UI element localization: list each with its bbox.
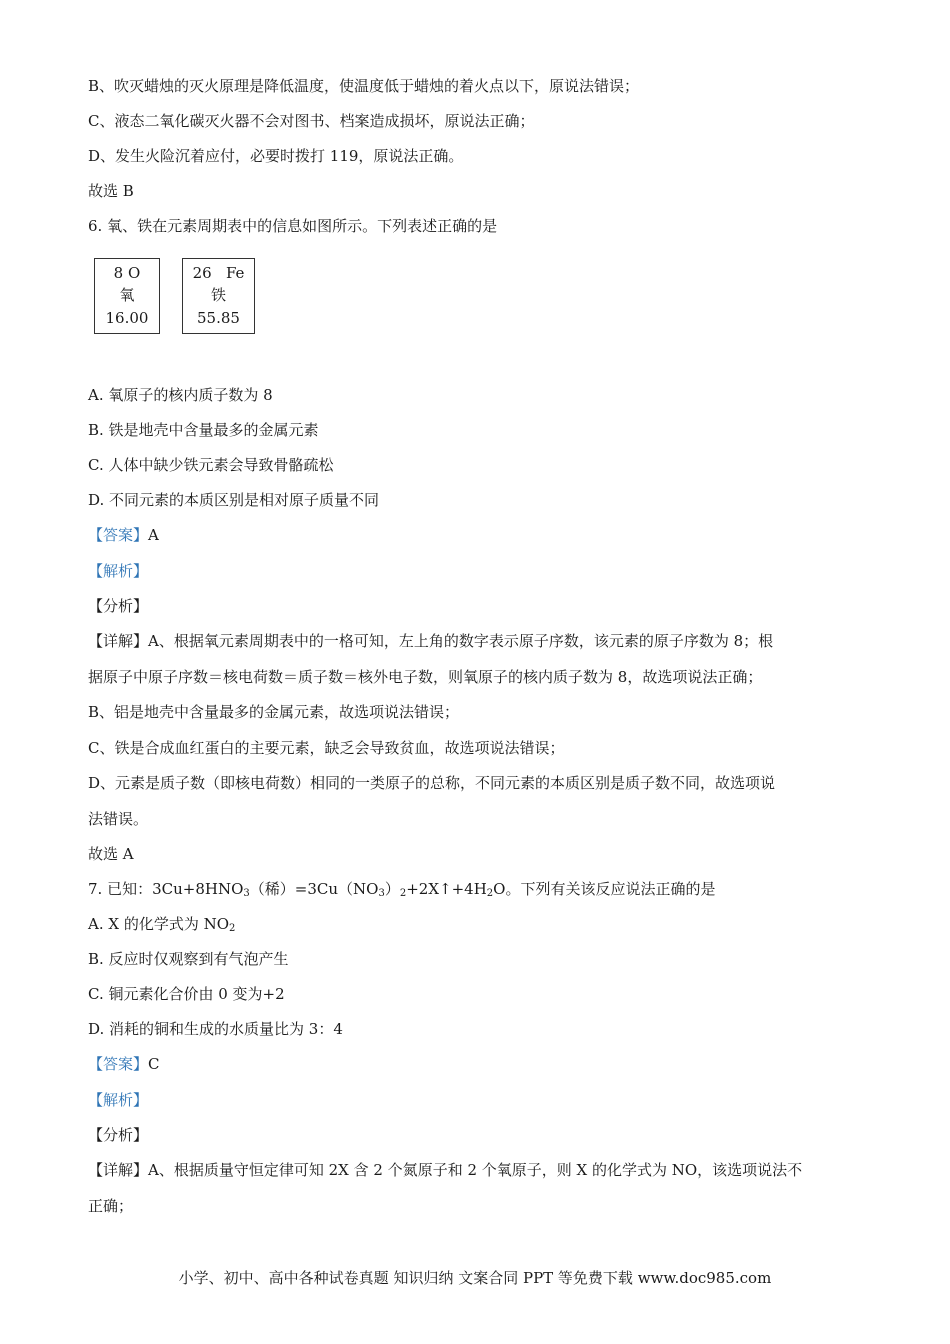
fenxi-label: 【分析】: [88, 597, 149, 615]
detail-label: 【详解】: [88, 1161, 149, 1179]
question-6: 6. 氧、铁在元素周期表中的信息如图所示。下列表述正确的是: [88, 217, 498, 235]
analysis-label: 【解析】: [88, 562, 149, 580]
page-footer: 小学、初中、高中各种试卷真题 知识归纳 文案合同 PPT 等免费下载 www.doc985.com: [178, 1269, 772, 1287]
analysis-label: 【解析】: [88, 1091, 149, 1109]
detail-text: 据原子中原子序数＝核电荷数＝质子数＝核外电子数，则氧原子的核内质子数为 8，故选项说法正确；: [88, 668, 763, 686]
option-a: A. 氧原子的核内质子数为 8: [88, 386, 273, 404]
question-7: 7. 已知：$3Cu+8HNO_3$（稀）$=3Cu(NO_3)_2+2X↑+4H_2O$。下列有关该反应说法正确的是: [88, 880, 716, 899]
element-mass: 55.85: [197, 309, 240, 327]
option-d: D. 不同元素的本质区别是相对原子质量不同: [88, 491, 380, 509]
element-number-symbol: 8 O: [113, 264, 141, 282]
option-c: C. 铜元素化合价由 0 变为+2: [88, 985, 285, 1003]
detail-label: 【详解】: [88, 632, 149, 650]
option-b: B. 铁是地壳中含量最多的金属元素: [88, 421, 319, 439]
answer-value: C: [148, 1055, 160, 1073]
fenxi-label: 【分析】: [88, 1126, 149, 1144]
text-line: 故选 B: [88, 182, 134, 200]
answer-label: 【答案】: [88, 526, 149, 544]
answer-line: [88, 1054, 160, 1074]
detail-text: 法错误。: [88, 810, 149, 828]
element-cell-oxygen: [94, 258, 160, 334]
detail-text: B、铝是地壳中含量最多的金属元素，故选项说法错误；: [88, 703, 460, 721]
option-a: A. X 的化学式为 $NO_2$: [88, 915, 236, 934]
option-d: D. 消耗的铜和生成的水质量比为 3：4: [88, 1020, 343, 1038]
text-line: D、发生火险沉着应付，必要时拨打 119，原说法正确。: [88, 147, 464, 165]
element-mass: 16.00: [105, 309, 149, 327]
element-cell-iron: [182, 258, 255, 334]
detail-text: D、元素是质子数（即核电荷数）相同的一类原子的总称，不同元素的本质区别是质子数不同，故选项说: [88, 774, 776, 792]
element-name: 氧: [119, 286, 135, 304]
answer-line: [88, 525, 159, 545]
detail-text: C、铁是合成血红蛋白的主要元素，缺乏会导致贫血，故选项说法错误；: [88, 739, 565, 757]
detail-line: [88, 631, 773, 651]
answer-label: 【答案】: [88, 1055, 149, 1073]
element-number-symbol: 26 Fe: [192, 264, 245, 282]
text-line: B、吹灭蜡烛的灭火原理是降低温度，使温度低于蜡烛的着火点以下，原说法错误；: [88, 77, 640, 95]
detail-text: 故选 A: [88, 845, 134, 863]
detail-text: A、根据质量守恒定律可知 2X 含 2 个氮原子和 2 个氧原子，则 X 的化学式为 NO，该选项说法不: [148, 1161, 803, 1179]
detail-text: A、根据氧元素周期表中的一格可知，左上角的数字表示原子序数，该元素的原子序数为 8；根: [148, 632, 774, 650]
detail-line: [88, 1160, 802, 1180]
detail-text: 正确；: [88, 1197, 134, 1215]
option-c: C. 人体中缺少铁元素会导致骨骼疏松: [88, 456, 334, 474]
text-line: C、液态二氧化碳灭火器不会对图书、档案造成损坏，原说法正确；: [88, 112, 535, 130]
answer-value: A: [148, 526, 159, 544]
element-name: 铁: [210, 286, 226, 304]
option-b: B. 反应时仅观察到有气泡产生: [88, 950, 289, 968]
